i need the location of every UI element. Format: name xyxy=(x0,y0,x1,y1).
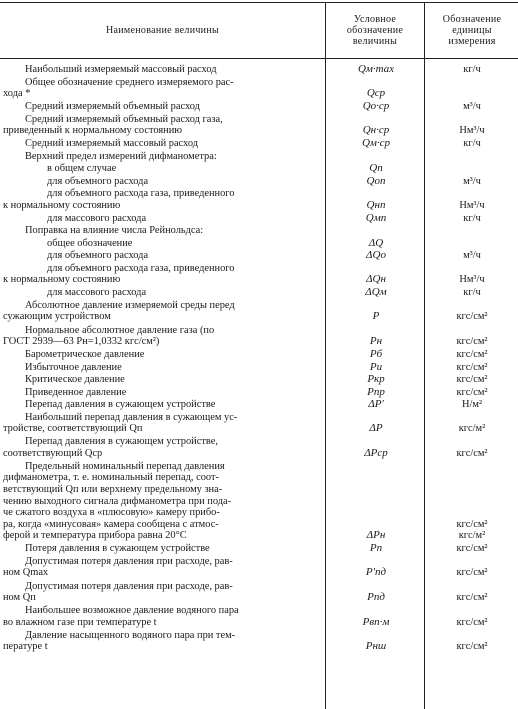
quantity-name-line: Барометрическое давление xyxy=(25,349,145,361)
unit-line: кгс/м² xyxy=(458,530,486,542)
quantity-name-line: ветствующий Qп или верхнему предельному зна- xyxy=(3,483,223,495)
symbol-line xyxy=(330,484,422,496)
unit-line: Нм³/ч xyxy=(459,125,485,137)
quantity-name xyxy=(3,374,323,386)
quantity-name-line: Средний измеряемый объемный расход xyxy=(25,101,200,113)
column-divider-2 xyxy=(424,2,425,709)
quantity-symbol xyxy=(330,461,422,542)
quantity-name xyxy=(3,64,323,76)
symbol-line: Qоп xyxy=(366,174,386,187)
quantity-name-line: ра, когда «минусовая» камера сообщена с атмос- xyxy=(3,518,219,530)
quantity-name-line: Допустимая потеря давления при расходе, рав- xyxy=(25,555,233,567)
quantity-symbol xyxy=(330,64,422,76)
unit-line: кгс/см² xyxy=(456,447,488,459)
unit xyxy=(426,250,518,262)
quantity-name-line: Общее обозначение среднего измеряемого рас- xyxy=(25,76,234,88)
quantity-name-line: в общем случае xyxy=(47,163,117,175)
unit xyxy=(426,630,518,653)
quantity-name-line: хода * xyxy=(3,88,31,100)
unit-line: кгс/см² xyxy=(456,543,488,555)
header-unit: Обозначение единицы измерения xyxy=(442,13,502,47)
unit-line xyxy=(426,263,518,275)
unit xyxy=(426,300,518,323)
symbol-line: Pвп·м xyxy=(362,615,390,628)
quantity-name-line: Потеря давления в сужающем устройстве xyxy=(25,543,210,555)
quantity-symbol xyxy=(330,374,422,386)
symbol-line: Pб xyxy=(369,348,383,361)
quantity-name-line: для объемного расхода газа, приведенного xyxy=(47,262,235,274)
unit-line: Н/м² xyxy=(461,399,483,411)
quantity-name-line: ном Qп xyxy=(3,592,36,604)
quantity-name xyxy=(3,176,323,188)
quantity-name-line: Средний измеряемый массовый расход xyxy=(25,138,199,150)
unit-line xyxy=(426,114,518,126)
quantity-name xyxy=(3,263,323,286)
quantity-symbol xyxy=(330,581,422,604)
quantity-symbol xyxy=(330,138,422,150)
quantity-name-line: Предельный номинальный перепад давления xyxy=(25,460,225,472)
unit-line xyxy=(426,300,518,312)
quantity-name-line: Избыточное давление xyxy=(25,361,122,373)
header-symbol: Условное обозначение величины xyxy=(346,13,404,47)
quantity-name xyxy=(3,213,323,225)
quantity-name-line: ферой и температура прибора равна 20°С xyxy=(3,530,187,542)
unit xyxy=(426,374,518,386)
symbol-line: Pнш xyxy=(365,640,387,653)
quantity-name-line: для массового расхода xyxy=(47,287,147,299)
quantity-name-line: пературе t xyxy=(3,641,48,653)
symbol-line: Qп xyxy=(369,162,383,175)
unit xyxy=(426,399,518,411)
unit xyxy=(426,151,518,163)
quantity-name xyxy=(3,461,323,542)
quantity-name-line: чению выходного сигнала дифманометра при пода- xyxy=(3,495,232,507)
quantity-symbol xyxy=(330,176,422,188)
unit-line: кгс/м² xyxy=(458,423,486,435)
quantity-name xyxy=(3,250,323,262)
unit-line: кг/ч xyxy=(463,64,481,75)
quantity-name xyxy=(3,630,323,653)
unit-line: кгс/см² xyxy=(456,336,488,348)
quantity-symbol xyxy=(330,325,422,348)
symbol-line: Qо·ср xyxy=(362,100,390,113)
quantity-name-line: Абсолютное давление измеряемой среды перед xyxy=(25,299,235,311)
unit xyxy=(426,543,518,555)
unit-line xyxy=(426,581,518,593)
quantity-name xyxy=(3,605,323,628)
symbol-line: ΔQ xyxy=(368,236,384,249)
quantity-name-line: для объемного расхода xyxy=(47,250,149,262)
unit-line: м³/ч xyxy=(463,175,481,187)
unit-line xyxy=(426,484,518,496)
quantity-name-line: Наибольший измеряемый массовый расход xyxy=(25,64,217,75)
symbol-line: Qср xyxy=(366,87,386,100)
unit xyxy=(426,101,518,113)
quantity-name xyxy=(3,225,323,237)
quantity-symbol xyxy=(330,349,422,361)
symbol-line: Pпр xyxy=(367,385,385,398)
quantity-name-line: для массового расхода xyxy=(47,212,147,224)
unit xyxy=(426,213,518,225)
symbol-line: Qнп xyxy=(366,198,386,211)
symbol-line: ΔQн xyxy=(366,273,386,286)
quantity-symbol xyxy=(330,556,422,579)
quantity-symbol xyxy=(330,630,422,653)
symbol-line: ΔPн xyxy=(366,529,386,542)
quantity-symbol xyxy=(330,300,422,323)
unit xyxy=(426,436,518,459)
symbol-line xyxy=(330,151,422,163)
unit xyxy=(426,188,518,211)
quantity-name-line: Допустимая потеря давления при расходе, рав- xyxy=(25,580,233,592)
quantity-name xyxy=(3,77,323,100)
unit-line xyxy=(426,630,518,642)
unit-line xyxy=(426,472,518,484)
unit xyxy=(426,176,518,188)
symbol-line: Qм·max xyxy=(357,63,395,75)
quantity-name xyxy=(3,325,323,348)
symbol-line xyxy=(330,225,422,237)
quantity-symbol xyxy=(330,225,422,237)
quantity-symbol xyxy=(330,399,422,411)
symbol-line: Pи xyxy=(369,360,383,373)
quantity-name-line: че сжатого воздуха в «плюсовую» камеру прибо- xyxy=(3,507,220,519)
quantity-name-line: приведенный к нормальному состоянию xyxy=(3,125,183,137)
quantity-symbol xyxy=(330,362,422,374)
symbol-line: ΔQм xyxy=(365,286,387,299)
unit-line xyxy=(426,188,518,200)
symbol-line: P xyxy=(372,310,380,323)
unit xyxy=(426,605,518,628)
quantity-name-line: Средний измеряемый объемный расход газа, xyxy=(25,113,223,125)
quantity-name xyxy=(3,151,323,163)
header-name: Наименование величины xyxy=(106,24,219,36)
unit-line xyxy=(426,325,518,337)
unit xyxy=(426,114,518,137)
unit-line: кгс/см² xyxy=(456,374,488,386)
symbol-line: Pн xyxy=(369,335,383,348)
quantity-name xyxy=(3,300,323,323)
quantity-name-line: сужающим устройством xyxy=(3,311,111,323)
quantity-symbol xyxy=(330,114,422,137)
quantity-name-line: дифманометра, т. е. номинальный перепад, соот- xyxy=(3,472,219,484)
quantity-name-line: Нормальное абсолютное давление газа (по xyxy=(25,324,215,336)
unit xyxy=(426,581,518,604)
quantity-symbol xyxy=(330,151,422,163)
quantity-name-line: Верхний предел измерений дифманометра: xyxy=(25,150,217,162)
quantity-name-line: Приведенное давление xyxy=(25,386,127,398)
unit-line xyxy=(426,507,518,519)
unit xyxy=(426,225,518,237)
unit xyxy=(426,461,518,542)
quantity-name xyxy=(3,399,323,411)
quantity-name-line: Перепад давления в сужающем устройстве xyxy=(25,399,216,411)
quantity-name xyxy=(3,362,323,374)
quantity-name-line: соответствующий Qср xyxy=(3,447,103,459)
column-divider-1 xyxy=(325,2,326,709)
unit-line: кгс/см² xyxy=(456,567,488,579)
quantity-name xyxy=(3,114,323,137)
symbol-line: Qн·ср xyxy=(362,124,390,137)
unit xyxy=(426,163,518,175)
unit-line xyxy=(426,412,518,424)
unit-line: кг/ч xyxy=(463,287,481,299)
unit-line xyxy=(426,436,518,448)
quantity-name xyxy=(3,556,323,579)
quantity-name xyxy=(3,412,323,435)
quantity-symbol xyxy=(330,263,422,286)
symbol-line: ΔP xyxy=(369,422,383,435)
top-border xyxy=(0,2,518,3)
unit xyxy=(426,238,518,250)
unit xyxy=(426,556,518,579)
unit xyxy=(426,287,518,299)
symbol-line: ΔPср xyxy=(364,446,388,459)
quantity-name-line: для объемного расхода xyxy=(47,175,149,187)
unit xyxy=(426,349,518,361)
unit xyxy=(426,325,518,348)
symbol-line: P'пд xyxy=(365,566,387,579)
quantity-name xyxy=(3,436,323,459)
unit-line xyxy=(426,77,518,89)
unit-line: кгс/см² xyxy=(456,386,488,398)
quantity-name xyxy=(3,238,323,250)
quantity-name xyxy=(3,349,323,361)
quantity-name xyxy=(3,543,323,555)
quantity-name-line: общее обозначение xyxy=(47,237,133,249)
quantity-name xyxy=(3,138,323,150)
unit xyxy=(426,77,518,89)
unit-line: кгс/см² xyxy=(456,349,488,361)
quantity-symbol xyxy=(330,436,422,459)
unit-line: кгс/см² xyxy=(456,361,488,373)
symbol-line: ΔP' xyxy=(368,398,384,411)
quantity-name xyxy=(3,163,323,175)
symbol-line: Pкр xyxy=(367,373,385,386)
unit-line: кг/ч xyxy=(463,212,481,224)
quantity-symbol xyxy=(330,250,422,262)
unit-line: Нм³/ч xyxy=(459,274,485,286)
quantity-symbol xyxy=(330,188,422,211)
quantity-symbol xyxy=(330,605,422,628)
unit xyxy=(426,64,518,76)
quantity-name-line: во влажном газе при температуре t xyxy=(3,616,157,628)
unit-line: кгс/см² xyxy=(456,616,488,628)
symbol-line: Pпд xyxy=(367,591,385,604)
quantity-name-line: ГОСТ 2939—63 Pн=1,0332 кгс/см²) xyxy=(3,336,160,348)
quantity-name-line: Наибольший перепад давления в сужающем ус- xyxy=(25,411,238,423)
unit xyxy=(426,263,518,286)
quantity-name xyxy=(3,188,323,211)
header-separator xyxy=(0,58,518,59)
quantity-name-line: к нормальному состоянию xyxy=(3,274,121,286)
quantity-name-line: ном Qmax xyxy=(3,567,49,579)
unit-line: кг/ч xyxy=(463,138,481,150)
quantity-symbol xyxy=(330,287,422,299)
quantity-symbol xyxy=(330,213,422,225)
quantity-name-line: для объемного расхода газа, приведенного xyxy=(47,188,235,200)
unit-line: Нм³/ч xyxy=(459,199,485,211)
quantity-name xyxy=(3,581,323,604)
quantity-name-line: Перепад давления в сужающем устройстве, xyxy=(25,436,218,448)
unit-line xyxy=(426,225,518,237)
quantity-symbol xyxy=(330,412,422,435)
quantity-symbol xyxy=(330,543,422,555)
symbol-line: Qмп xyxy=(365,211,387,224)
unit-line: кгс/см² xyxy=(456,641,488,653)
quantity-name-line: Давление насыщенного водяного пара при тем- xyxy=(25,629,236,641)
quantity-name xyxy=(3,101,323,113)
quantity-name-line: Наибольшее возможное давление водяного пара xyxy=(25,605,239,617)
symbol-line: Pп xyxy=(369,542,383,555)
quantity-symbol xyxy=(330,238,422,250)
symbol-line: Qм·ср xyxy=(361,137,391,150)
unit-line: кгс/см² xyxy=(456,311,488,323)
symbol-line xyxy=(330,605,422,617)
unit-line xyxy=(426,163,518,175)
quantity-name-line: тройстве, соответствующий Qп xyxy=(3,423,143,435)
unit-line: м³/ч xyxy=(463,250,481,262)
unit-line: кгс/см² xyxy=(456,592,488,604)
unit-line: кгс/см² xyxy=(456,518,488,530)
unit xyxy=(426,412,518,435)
quantity-symbol xyxy=(330,387,422,399)
quantity-name-line: к нормальному состоянию xyxy=(3,199,121,211)
quantity-name xyxy=(3,387,323,399)
quantity-name-line: Поправка на влияние числа Рейнольдса: xyxy=(25,225,204,237)
symbol-line: ΔQо xyxy=(366,249,386,262)
unit-line xyxy=(426,238,518,250)
quantity-name-line: Критическое давление xyxy=(25,374,125,386)
quantity-symbol xyxy=(330,77,422,100)
unit xyxy=(426,362,518,374)
quantity-name xyxy=(3,287,323,299)
unit-line: м³/ч xyxy=(463,101,481,113)
quantity-symbol xyxy=(330,101,422,113)
unit-line xyxy=(426,605,518,617)
unit-line xyxy=(426,556,518,568)
unit xyxy=(426,387,518,399)
unit-line xyxy=(426,496,518,508)
unit xyxy=(426,138,518,150)
unit-line xyxy=(426,151,518,163)
quantity-symbol xyxy=(330,163,422,175)
unit-line xyxy=(426,461,518,473)
